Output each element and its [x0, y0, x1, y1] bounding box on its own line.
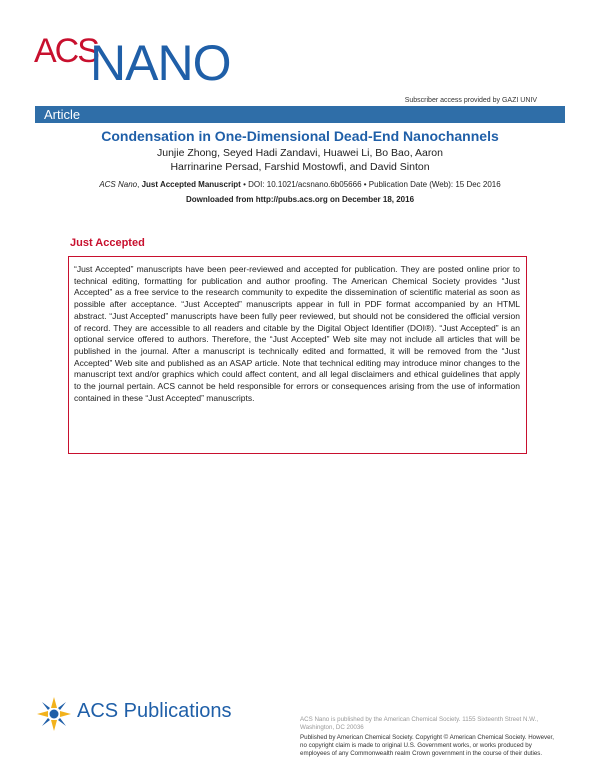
download-note: Downloaded from http://pubs.acs.org on December 18, 2016: [185, 195, 415, 204]
acs-publications-emblem-icon: [35, 695, 73, 733]
article-title[interactable]: Condensation in One-Dimensional Dead-End Nanochannels: [101, 128, 499, 144]
publisher-name: ACS Publications: [77, 700, 232, 722]
publisher-footer: [300, 716, 560, 758]
journal-logo-nano: NANO: [90, 35, 231, 91]
acs-publications-logo: [35, 695, 235, 730]
just-accepted-heading: Just Accepted: [70, 237, 145, 249]
section-label: Article: [44, 107, 81, 122]
citation-line: [0, 180, 600, 189]
citation-doi-date: • DOI: 10.1021/acsnano.6b05666 • Publication Date (Web): 15 Dec 2016: [240, 180, 501, 189]
footer-address: ACS Nano is published by the American Chemical Society. 1155 Sixteenth Street N.W., Washington, DC 20036: [300, 716, 539, 731]
citation-status: Just Accepted Manuscript: [141, 180, 241, 189]
just-accepted-body: “Just Accepted” manuscripts have been peer-reviewed and accepted for publication. They are posted online prior to technical editing, formatting for publication and author proofing. The American Chemical Society provides “Just Accepted” as a free service to the research community to expedite the dissemination of scientific material as soon as possible after acceptance. “Just Accepted” manuscripts appear in full in PDF format accompanied by an HTML abstract. “Just Accepted” manuscripts have been fully peer reviewed, but should not be considered the official version of record. They are accessible to all readers and citable by the Digital Object Identifier (DOI®). “Just Accepted” is an optional service offered to authors. Therefore, the “Just Accepted” Web site may not include all articles that will be published in the journal. After a manuscript is technically edited and formatted, it will be removed from the “Just Accepted” Web site and published as an ASAP article. Note that technical editing may introduce minor changes to the manuscript text and/or graphics which could affect content, and all legal disclaimers and ethical guidelines that apply to the journal pertain. ACS cannot be held responsible for errors or consequences arising from the use of information contained in these “Just Accepted” manuscripts.: [74, 264, 520, 403]
journal-logo-acs: ACS: [34, 32, 98, 70]
author-list: [0, 146, 600, 174]
authors-line: Harrinarine Persad, Farshid Mostowfi, and David Sinton: [170, 161, 430, 173]
authors-line: Junjie Zhong, Seyed Hadi Zandavi, Huawei Li, Bo Bao, Aaron: [156, 147, 443, 159]
journal-logo: [34, 30, 231, 91]
article-section-bar: [35, 106, 565, 123]
access-note: Subscriber access provided by GAZI UNIV: [404, 97, 537, 104]
citation-separator: ,: [137, 180, 142, 189]
just-accepted-notice: [68, 256, 527, 454]
footer-copyright: Published by American Chemical Society. Copyright © American Chemical Society. However, no copyright claim is made to original U.S. Government works, or works produced by employees of any Commonwealth realm Crown government in the course of their duties.: [300, 734, 554, 757]
citation-journal: ACS Nano: [99, 180, 138, 189]
